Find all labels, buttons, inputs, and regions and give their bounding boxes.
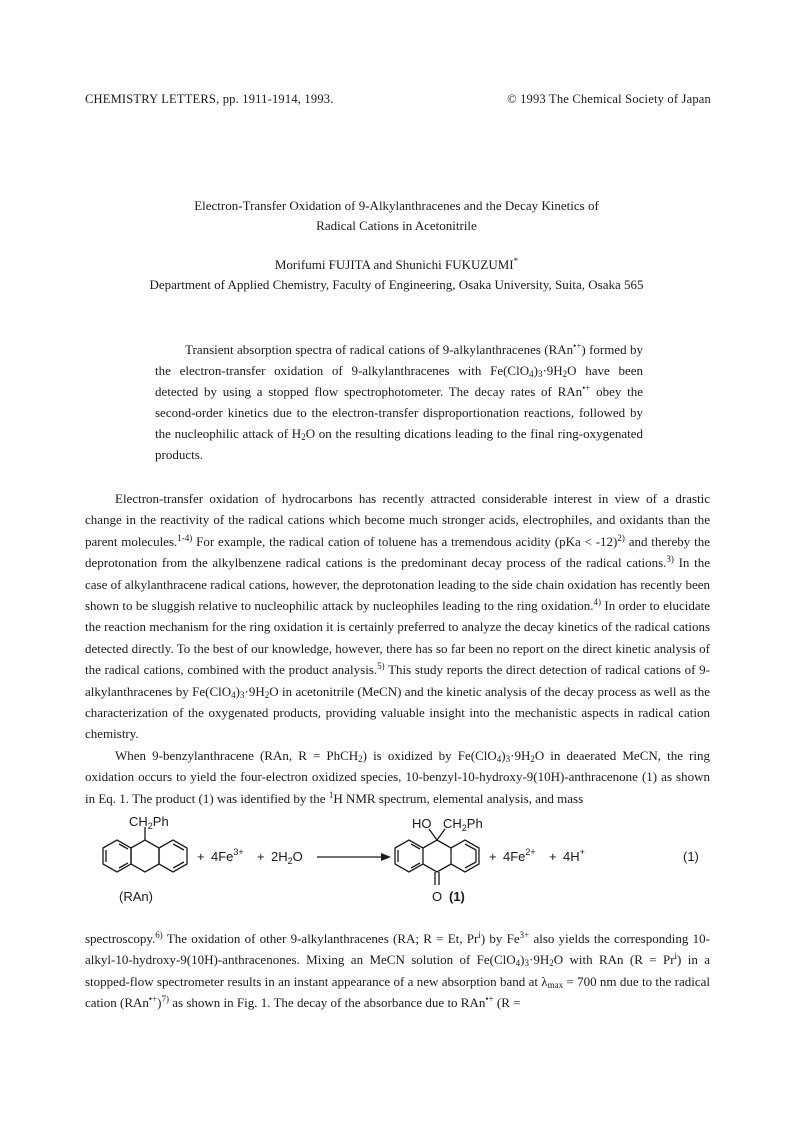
body-paragraph-1: Electron-transfer oxidation of hydrocarbons has recently attracted considerable interest in view of a drastic change in the reactivity of the radical cations which become much stronger acids, electrophiles, and oxidants than the parent molecules.$^{1-4)}$ For example, the radical cation of toluene has a tremendous acidity (pKa < -12)$^{2)}$ and thereby the deprotonation from the alkylbenzene radical cations is the predominant decay process of the radical cations.$^{3)}$ In the case of alkylanthracene radical cations, however, the deprotonation leading to the side chain oxidation has recently been shown to be sluggish relative to nucleophilic attack by nucleophiles leading to the ring oxidation.$^{4)}$ In order to elucidate the reaction mechanism for the ring oxidation it is certainly preferred to analyze the decay kinetics of the radical cations detected directly. To the best of our knowledge, however, there has so far been no report on the direct kinetic analysis of the radical cations, combined with the product analysis.$^{5)}$ This study reports the direct detection of radical cations of 9-alkylanthracenes by $Fe(ClO_4)_3\cdot 9H_2O$ in acetonitrile (MeCN) and the kinetic analysis of the decay process as well as the characterization of the oxygenated products, providing valuable insight into the mechanistic aspects in radical cation chemistry.: [85, 491, 710, 742]
authors-text: Morifumi FUJITA and Shunichi FUKUZUMI: [274, 257, 514, 272]
copyright-notice: © 1993 The Chemical Society of Japan: [507, 92, 711, 106]
corresponding-author-mark: *: [513, 256, 519, 266]
plus-sign: +: [489, 849, 497, 864]
abstract: [155, 339, 643, 465]
product-hydroxyl: HO: [412, 816, 432, 831]
plus-sign: +: [197, 849, 205, 864]
ferrous-product: 4Fe: [503, 849, 526, 864]
anthracenone-structure: [395, 829, 479, 885]
product-carbonyl-o: O: [432, 889, 443, 904]
product-label: (1): [449, 889, 465, 904]
reaction-arrow: [317, 853, 391, 861]
affiliation: Department of Applied Chemistry, Faculty of Engineering, Osaka University, Suita, Osaka 565: [149, 277, 644, 292]
reference-5: 5): [377, 661, 385, 672]
title-line-2: Radical Cations in Acetonitrile: [316, 218, 477, 233]
reference-6: 6): [155, 930, 163, 940]
body-text-lower: [85, 928, 710, 1014]
chemical-equation-1: [85, 815, 710, 915]
reference-2: 2): [617, 532, 625, 543]
svg-text:4Fe3+: $4Fe^{3+}$: [211, 847, 244, 864]
body-paragraph-3: spectroscopy.$^{6)}$ The oxidation of other 9-alkylanthracenes (RA; R = Et, Pr$^i$) by $Fe^{3+}$ also yields the corresponding 10-alkyl-10-hydroxy-9(10H)-anthracenones. Mixing an MeCN solution of $Fe(ClO_4)_3\cdot 9H_2O$ with RAn $(R = Pr^i)$ in a stopped-flow spectrometer results in an instant appearance of a new absorption band at $\lambda_{max} = 700$ nm due to the radical cation $(RAn^{•+})^{7)}$ as shown in Fig. 1. The decay of the absorbance due to RAn•+ (R =: [85, 930, 710, 1011]
title-line-1: Electron-Transfer Oxidation of 9-Alkylanthracenes and the Decay Kinetics of: [194, 198, 599, 213]
anthracene-structure: [103, 827, 187, 872]
proton-product: 4H: [563, 849, 580, 864]
journal-citation: CHEMISTRY LETTERS, pp. 1911-1914, 1993.: [85, 92, 334, 106]
svg-text:CH2Ph: $CH_2Ph$: [129, 814, 169, 831]
author-list: [0, 257, 793, 273]
svg-text:4Fe2+: $4Fe^{2+}$: [503, 847, 536, 864]
svg-text:2H2O: $2H_2O$: [271, 849, 303, 866]
plus-sign: +: [257, 849, 265, 864]
plus-sign: +: [549, 849, 557, 864]
reference-7: 7): [161, 994, 169, 1005]
product-benzyl: CH: [443, 816, 462, 831]
svg-text:4H+: 4H+: [563, 847, 585, 864]
abstract-paragraph: Transient absorption spectra of radical cations of 9-alkylanthracenes (RAn•+) formed by the electron-transfer oxidation of 9-alkylanthracenes with $Fe(ClO_4)_3\cdot 9H_2O$ have been detected by using a stopped flow spectrophotometer. The decay rates of RAn•+ obey the second-order kinetics due to the electron-transfer disproportionation reactions, followed by the nucleophilic attack of $H_2O$ on the resulting dications leading to the final ring-oxygenated products.: [155, 341, 644, 462]
body-text-upper: [85, 488, 710, 809]
paper-title: [0, 196, 793, 236]
body-paragraph-2: When 9-benzylanthracene (RAn, R = PhCH$_2$) is oxidized by $Fe(ClO_4)_3\cdot 9H_2O$ in deaerated MeCN, the ring oxidation occurs to yield the four-electron oxidized species, 10-benzyl-10-hydroxy-9(10H)-anthracenone (1) as shown in Eq. 1. The product (1) was identified by the $^1$H NMR spectrum, elemental analysis, and mass: [85, 747, 710, 806]
reactant-label: (RAn): [119, 889, 153, 904]
equation-number: (1): [683, 849, 699, 864]
reactant-substituent-ch: CH: [129, 814, 148, 829]
water-reagent: 2H: [271, 849, 288, 864]
reference-3: 3): [666, 554, 674, 565]
reference-4: 4): [593, 597, 601, 608]
ferric-reagent: 4Fe: [211, 849, 234, 864]
svg-text:CH2Ph: $CH_2Ph$: [443, 816, 483, 833]
reference-1-4: 1-4): [177, 532, 193, 543]
